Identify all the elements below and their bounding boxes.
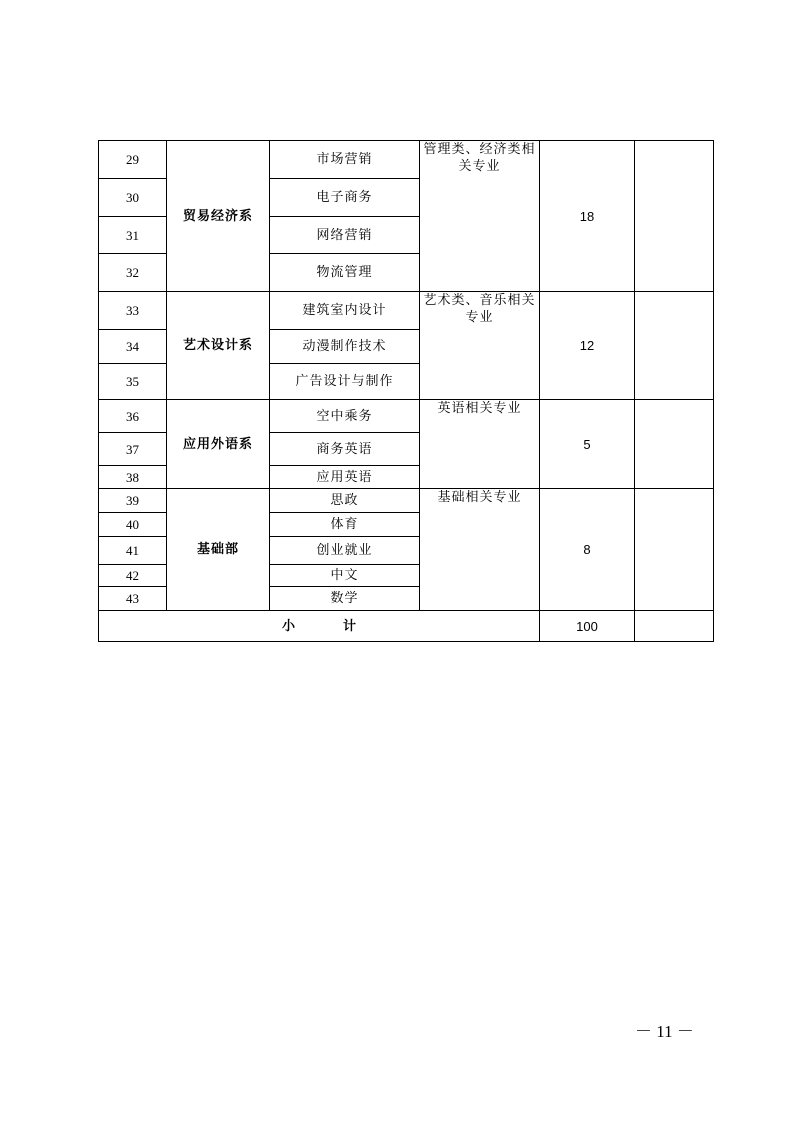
table-row <box>99 141 714 179</box>
row-number: 36 <box>99 400 167 433</box>
total-label <box>99 611 540 642</box>
remark-cell <box>635 292 714 400</box>
table-row <box>99 489 714 513</box>
major-cell: 空中乘务 <box>270 400 420 433</box>
major-cell: 建筑室内设计 <box>270 292 420 330</box>
row-number: 29 <box>99 141 167 179</box>
total-row <box>99 611 714 642</box>
row-number: 39 <box>99 489 167 513</box>
remark-cell <box>635 141 714 292</box>
row-number: 42 <box>99 565 167 587</box>
row-number: 38 <box>99 466 167 489</box>
major-cell: 应用英语 <box>270 466 420 489</box>
recruitment-table <box>98 140 714 642</box>
page-number: － 11 － <box>635 1022 694 1041</box>
row-number: 33 <box>99 292 167 330</box>
table-row <box>99 292 714 330</box>
requirement-cell: 英语相关专业 <box>420 400 540 489</box>
major-cell: 思政 <box>270 489 420 513</box>
row-number: 43 <box>99 587 167 611</box>
row-number: 40 <box>99 513 167 537</box>
count-cell: 18 <box>540 141 635 292</box>
requirement-cell: 基础相关专业 <box>420 489 540 611</box>
count-cell: 12 <box>540 292 635 400</box>
department-cell: 应用外语系 <box>167 400 270 489</box>
major-cell: 网络营销 <box>270 217 420 254</box>
major-cell: 数学 <box>270 587 420 611</box>
remark-cell <box>635 489 714 611</box>
count-cell: 8 <box>540 489 635 611</box>
row-number: 41 <box>99 537 167 565</box>
major-cell: 体育 <box>270 513 420 537</box>
major-cell: 中文 <box>270 565 420 587</box>
total-remark <box>635 611 714 642</box>
total-label-right: 计 <box>343 618 357 634</box>
row-number: 37 <box>99 433 167 466</box>
count-cell: 5 <box>540 400 635 489</box>
remark-cell <box>635 400 714 489</box>
department-cell: 艺术设计系 <box>167 292 270 400</box>
row-number: 30 <box>99 179 167 217</box>
major-cell: 电子商务 <box>270 179 420 217</box>
total-label-left: 小 <box>281 618 295 634</box>
department-cell: 贸易经济系 <box>167 141 270 292</box>
department-cell: 基础部 <box>167 489 270 611</box>
major-cell: 广告设计与制作 <box>270 364 420 400</box>
major-cell: 物流管理 <box>270 254 420 292</box>
requirement-cell: 艺术类、音乐相关专业 <box>420 292 540 400</box>
row-number: 31 <box>99 217 167 254</box>
row-number: 35 <box>99 364 167 400</box>
requirement-cell: 管理类、经济类相关专业 <box>420 141 540 292</box>
total-count: 100 <box>540 611 635 642</box>
row-number: 34 <box>99 330 167 364</box>
major-cell: 创业就业 <box>270 537 420 565</box>
major-cell: 动漫制作技术 <box>270 330 420 364</box>
row-number: 32 <box>99 254 167 292</box>
major-cell: 商务英语 <box>270 433 420 466</box>
table-row <box>99 400 714 433</box>
major-cell: 市场营销 <box>270 141 420 179</box>
